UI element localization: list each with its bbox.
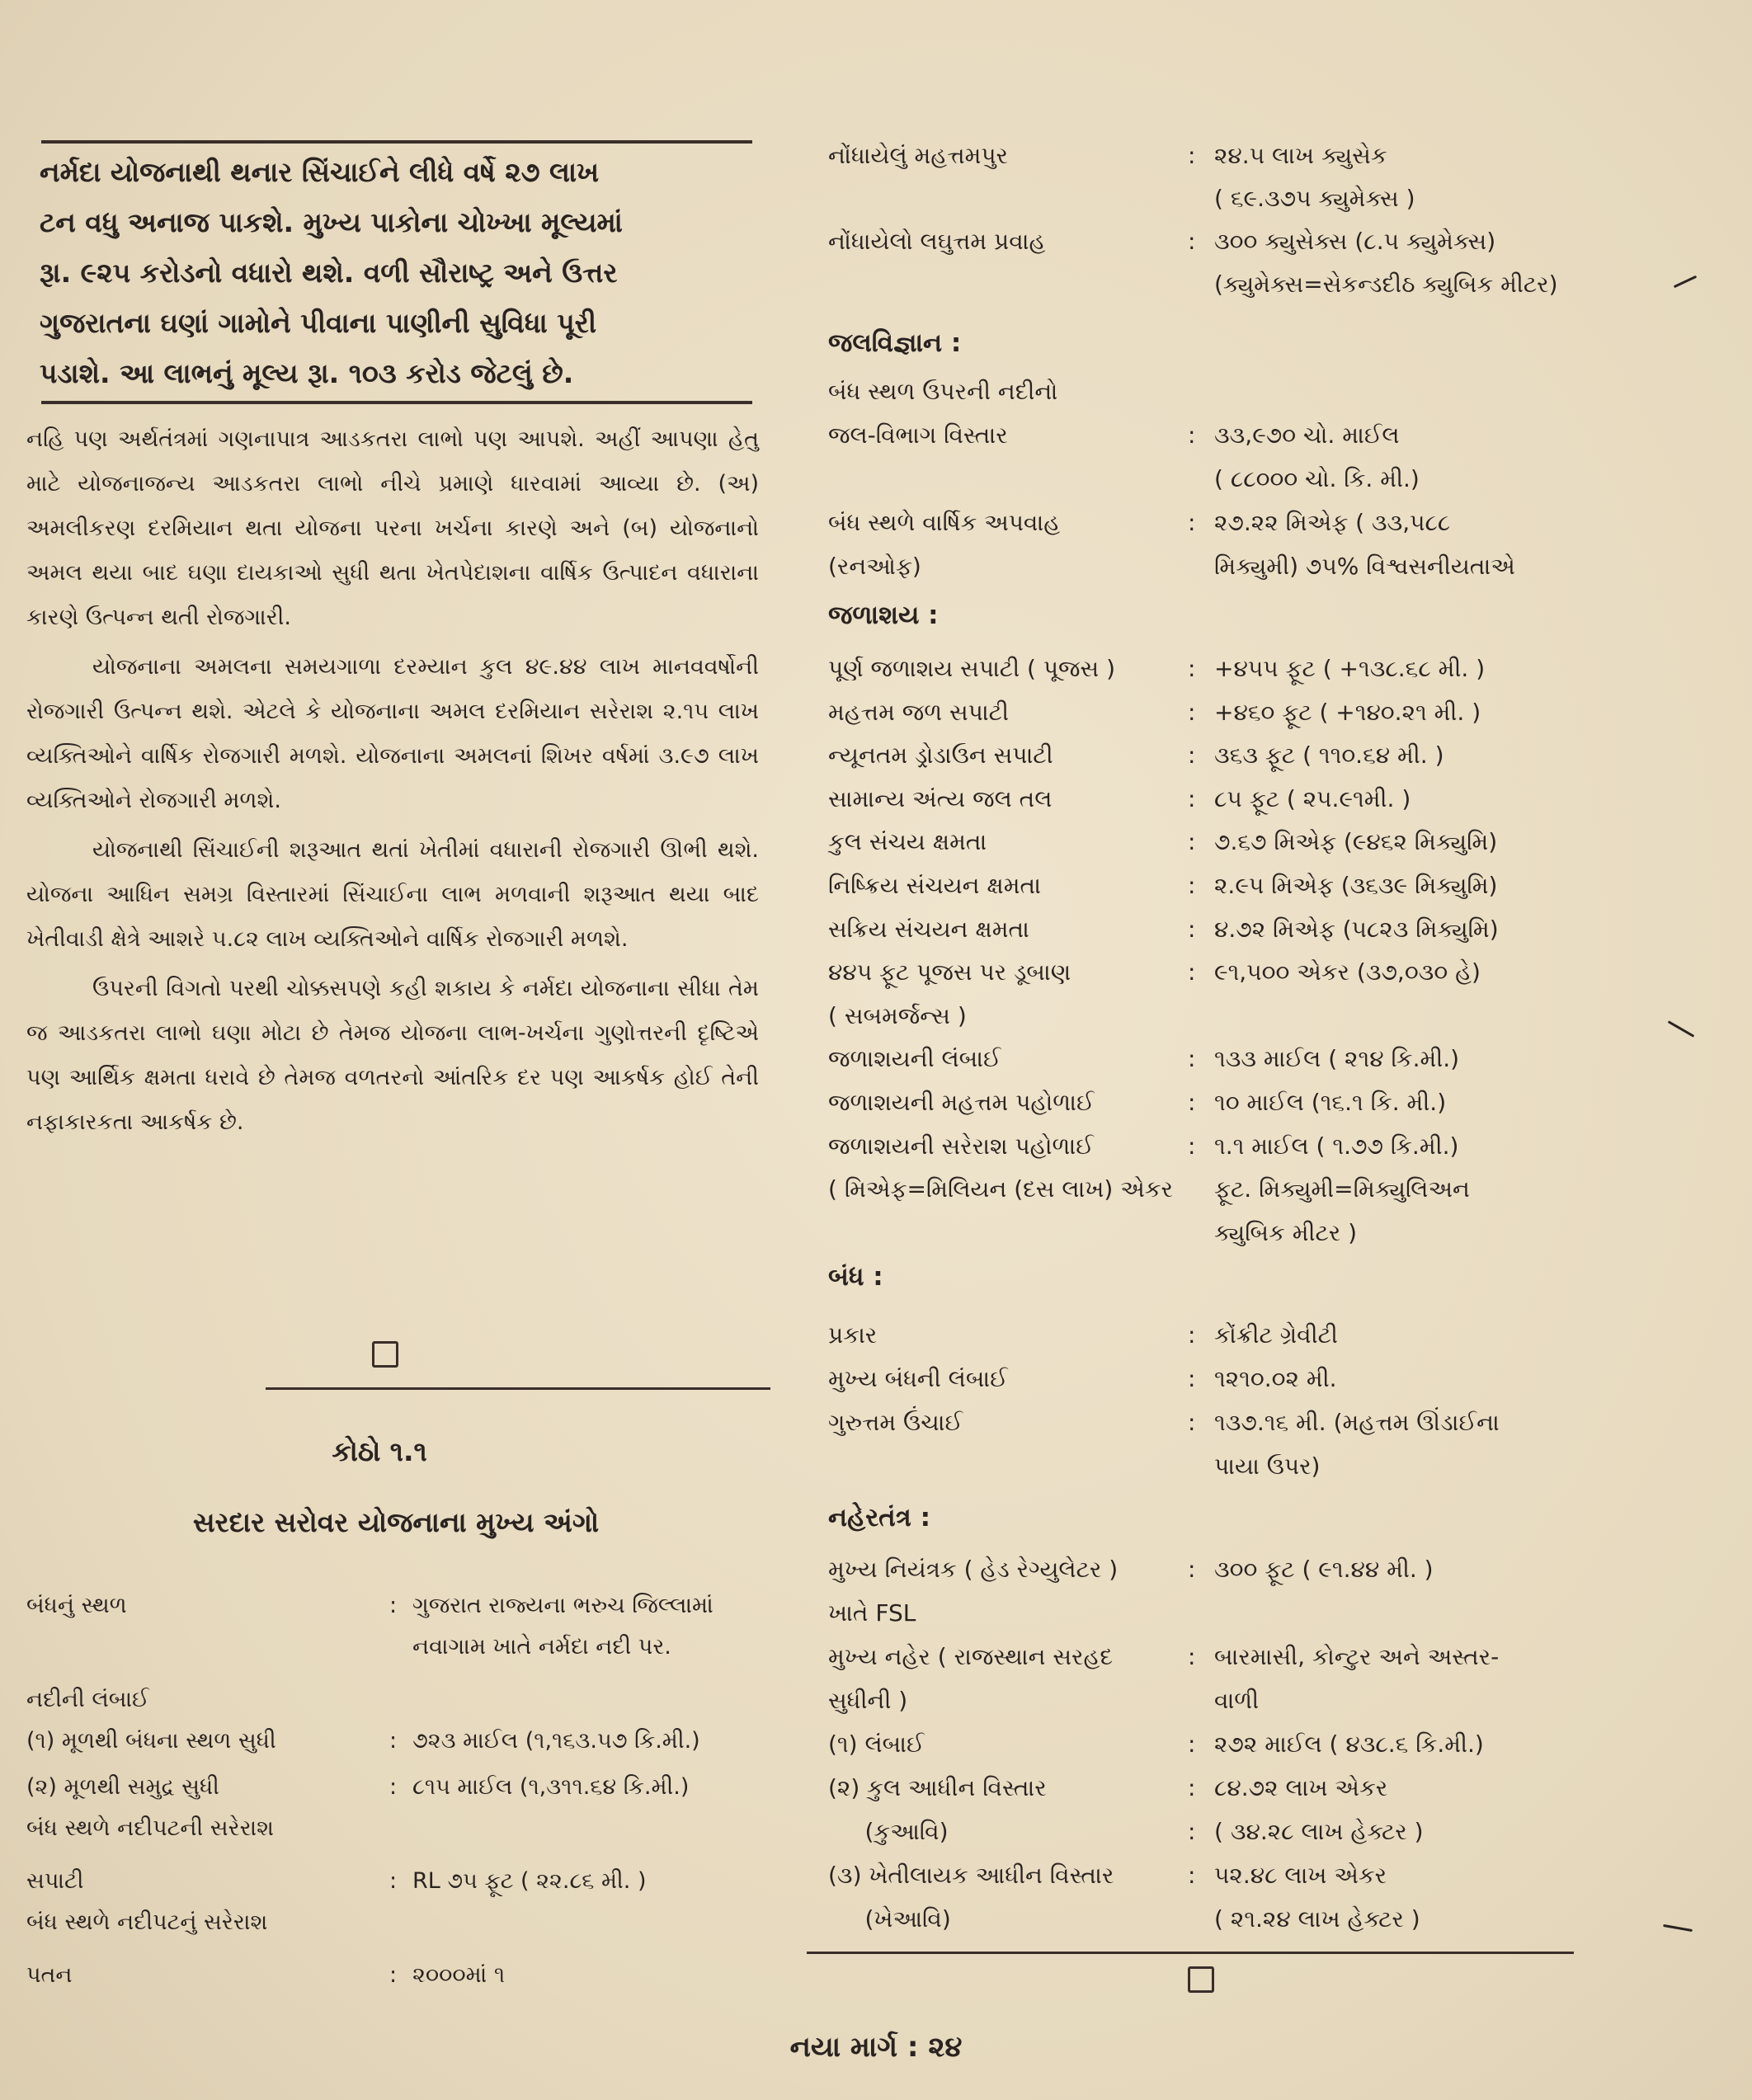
row-label: નોંધાયેલો લઘુત્તમ પ્રવાહ — [828, 228, 1046, 255]
table-row — [828, 1402, 1643, 1446]
row-value: ૩૦૦ ક્યુસેક્સ (૮.૫ ક્યુમેક્સ) — [1214, 228, 1496, 255]
table-row — [828, 1636, 1643, 1680]
table-bottom-rule — [807, 1952, 1574, 1954]
row-value: ૭.૬૭ મિએફ (૯૪૬૨ મિક્યુમિ) — [1214, 828, 1498, 856]
row-colon: : — [1188, 828, 1196, 856]
row-value: ૫૨.૪૮ લાખ એકર — [1214, 1862, 1387, 1889]
row-label: જળાશયની લંબાઈ — [828, 1045, 1001, 1073]
highlight-line: ટન વધુ અનાજ પાકશે. મુખ્ય પાકોના ચોખ્ખા મૂલ્યમાં — [40, 206, 623, 238]
row-colon: : — [389, 1868, 398, 1894]
row-value: ( ૩૪.૨૮ લાખ હેક્ટર ) — [1214, 1818, 1424, 1845]
row-label: ૪૪૫ ફૂટ પૂજસ પર ડૂબાણ — [828, 958, 1071, 986]
row-colon: : — [1188, 142, 1196, 169]
row-value: ૨૭૨ માઈલ ( ૪૩૮.૬ કિ.મી.) — [1214, 1730, 1484, 1758]
section-end-box-icon — [372, 1341, 398, 1368]
row-label: નદીની લંબાઈ — [26, 1687, 149, 1712]
row-colon: : — [1188, 1556, 1196, 1583]
row-label: બંધનું સ્થળ — [26, 1593, 127, 1618]
page-footer: નયા માર્ગ : ૨૪ — [789, 2031, 963, 2064]
table-row — [26, 1808, 841, 1849]
table-row — [828, 1315, 1643, 1358]
row-value: ૩૬૩ ફૂટ ( ૧૧૦.૬૪ મી. ) — [1214, 742, 1444, 770]
table-row — [828, 1446, 1643, 1490]
row-label: જલ-વિભાગ વિસ્તાર — [828, 421, 1008, 449]
table-row — [828, 415, 1643, 459]
row-label: બંધ સ્થળે નદીપટની સરેરાશ — [26, 1815, 274, 1841]
table-row — [828, 1212, 1643, 1256]
highlight-box — [40, 147, 757, 398]
row-colon: : — [389, 1593, 398, 1618]
section-heading: જલવિજ્ઞાન : — [828, 328, 962, 358]
row-label: નોંધાયેલું મહત્તમપુર — [828, 142, 1009, 169]
row-value: ( ૬૯.૩૭૫ ક્યુમેક્સ ) — [1214, 185, 1415, 212]
margin-mark — [1663, 1924, 1693, 1932]
row-value: (ક્યુમેક્સ=સેકન્ડદીઠ ક્યુબિક મીટર) — [1214, 271, 1558, 298]
section-heading: નહેરતંત્ર : — [828, 1503, 930, 1533]
row-value: ( ૮૮૦૦૦ ચો. કિ. મી.) — [1214, 465, 1420, 492]
table-row — [828, 1593, 1643, 1636]
row-value: ૮૫ ફૂટ ( ૨૫.૯૧મી. ) — [1214, 784, 1411, 812]
table-top-rule — [266, 1387, 770, 1390]
row-value: મિક્યુમી) ૭૫% વિશ્વસનીયતાએ — [1214, 553, 1515, 580]
row-value: ૩૦૦ ફૂટ ( ૯૧.૪૪ મી. ) — [1214, 1556, 1434, 1583]
table-row — [828, 952, 1643, 996]
row-value: ૩૩,૯૭૦ ચો. માઈલ — [1214, 421, 1400, 449]
row-label: (કુઆવિ) — [828, 1818, 949, 1845]
table-row — [828, 735, 1643, 779]
row-label: (૧) લંબાઈ — [828, 1730, 925, 1758]
section-heading: જળાશય : — [828, 600, 939, 630]
table-row — [828, 1899, 1643, 1942]
table-row — [828, 909, 1643, 953]
table-row — [828, 221, 1643, 264]
table-row — [828, 1768, 1643, 1811]
row-label: (૩) ખેતીલાયક આધીન વિસ્તાર — [828, 1862, 1114, 1889]
row-label: સપાટી — [26, 1868, 84, 1894]
row-value: ૭૨૩ માઈલ (૧,૧૬૩.૫૭ કિ.મી.) — [412, 1728, 700, 1754]
row-label: (૨) કુલ આધીન વિસ્તાર — [828, 1774, 1047, 1801]
row-value: કોંક્રીટ ગ્રેવીટી — [1214, 1321, 1338, 1349]
row-colon: : — [1188, 698, 1196, 726]
table-row — [828, 1038, 1643, 1082]
row-colon: : — [1188, 1643, 1196, 1670]
table-title: કોઠો ૧.૧ — [332, 1435, 427, 1467]
row-label: (રનઓફ) — [828, 553, 921, 580]
row-value: ગુજરાત રાજ્યના ભરુચ જિલ્લામાં — [412, 1593, 714, 1618]
row-label: મુખ્ય નહેર ( રાજસ્થાન સરહદ — [828, 1643, 1114, 1670]
row-colon: : — [1188, 1321, 1196, 1349]
table-end-box-icon — [1188, 1966, 1214, 1993]
margin-mark — [1668, 1020, 1695, 1038]
body-text — [26, 417, 759, 1150]
table-row — [828, 1169, 1643, 1212]
table-row — [828, 1126, 1643, 1170]
row-label: ( સબમર્જન્સ ) — [828, 1001, 967, 1029]
row-value: વાળી — [1214, 1687, 1260, 1714]
row-label: પતન — [26, 1962, 73, 1988]
row-value: ૨૦૦૦માં ૧ — [412, 1962, 506, 1988]
table-row — [828, 178, 1643, 221]
row-colon: : — [389, 1728, 398, 1754]
highlight-line: પડાશે. આ લાભનું મૂલ્ય રૂા. ૧૦૩ કરોડ જેટલું છે. — [40, 357, 574, 389]
row-label: મુખ્ય બંધની લંબાઈ — [828, 1365, 1008, 1392]
row-colon: : — [1188, 1730, 1196, 1758]
table-row — [828, 459, 1643, 502]
row-colon: : — [1188, 958, 1196, 986]
table-row — [828, 502, 1643, 546]
table-row — [828, 1549, 1643, 1593]
table-row — [828, 996, 1643, 1039]
table-row — [828, 371, 1643, 415]
table-row — [828, 546, 1643, 590]
section-heading: બંધ : — [828, 1262, 883, 1292]
row-value: +૪૫૫ ફૂટ ( +૧૩૮.૬૮ મી. ) — [1214, 655, 1486, 682]
table-row — [828, 822, 1643, 865]
table-row — [828, 1724, 1643, 1768]
highlight-top-rule — [41, 140, 752, 144]
row-colon: : — [1188, 784, 1196, 812]
row-label: (ખેઆવિ) — [828, 1905, 951, 1933]
row-label: જળાશયની મહત્તમ પહોળાઈ — [828, 1089, 1095, 1116]
row-colon: : — [1188, 421, 1196, 449]
row-label: સક્રિય સંચયન ક્ષમતા — [828, 915, 1029, 943]
row-label: પ્રકાર — [828, 1321, 878, 1349]
row-label: સામાન્ય અંત્ય જલ તલ — [828, 784, 1053, 812]
row-label: બંધ સ્થળ ઉપરની નદીનો — [828, 378, 1058, 405]
table-row — [828, 1358, 1643, 1402]
row-value: પાયા ઉપર) — [1214, 1453, 1321, 1480]
table-row — [26, 1721, 841, 1762]
table-row — [26, 1767, 841, 1808]
table-row — [828, 1811, 1643, 1855]
row-colon: : — [1188, 1862, 1196, 1889]
row-value: ૧૩૭.૧૬ મી. (મહત્તમ ઊંડાઈના — [1214, 1409, 1500, 1436]
margin-mark — [1674, 275, 1697, 288]
table-row — [828, 1855, 1643, 1899]
highlight-line: નર્મદા યોજનાથી થનાર સિંચાઈને લીધે વર્ષે ૨૭ લાખ — [40, 156, 600, 188]
highlight-bottom-rule — [41, 401, 752, 404]
row-label: ન્યૂનતમ ડ્રોડાઉન સપાટી — [828, 742, 1053, 770]
row-colon: : — [1188, 1818, 1196, 1845]
table-subtitle: સરદાર સરોવર યોજનાના મુખ્ય અંગો — [192, 1506, 600, 1538]
row-colon: : — [1188, 872, 1196, 899]
row-colon: : — [389, 1962, 398, 1988]
row-colon: : — [1188, 742, 1196, 770]
row-value: RL ૭૫ ફૂટ ( ૨૨.૮૬ મી. ) — [412, 1868, 647, 1894]
table-row — [26, 1955, 841, 1996]
row-value: ક્યુબિક મીટર ) — [1214, 1218, 1358, 1246]
table-row — [828, 135, 1643, 178]
row-label: જળાશયની સરેરાશ પહોળાઈ — [828, 1132, 1094, 1160]
row-value: બારમાસી, કોન્ટુર અને અસ્તર- — [1214, 1643, 1500, 1670]
row-colon: : — [1188, 1365, 1196, 1392]
table-row — [828, 1680, 1643, 1724]
row-value: ૨૪.૫ લાખ ક્યુસેક — [1214, 142, 1387, 169]
table-row — [828, 1082, 1643, 1126]
row-value: +૪૬૦ ફૂટ ( +૧૪૦.૨૧ મી. ) — [1214, 698, 1481, 726]
row-label: ખાતે FSL — [828, 1599, 916, 1627]
row-label: બંધ સ્થળે વાર્ષિક અપવાહ — [828, 509, 1061, 536]
row-value: ૯૧,૫૦૦ એકર (૩૭,૦૩૦ હે) — [1214, 958, 1481, 986]
row-label: (૨) મૂળથી સમુદ્ર સુધી — [26, 1774, 219, 1800]
row-value: ૧.૧ માઈલ ( ૧.૭૭ કિ.મી.) — [1214, 1132, 1459, 1160]
highlight-line: રૂા. ૯૨૫ કરોડનો વધારો થશે. વળી સૌરાષ્ટ્ર અને ઉત્તર — [40, 257, 618, 289]
body-paragraph: ઉપરની વિગતો પરથી ચોક્કસપણે કહી શકાય કે નર્મદા યોજનાના સીધા તેમ જ આડકતરા લાભો ઘણા મોટા છે તેમજ યોજના લાભ-ખર્ચના ગુણોત્તરની દૃષ્ટિએ પણ આર્થિક ક્ષમતા ધરાવે છે તેમજ વળતરનો આંતરિક દર પણ આકર્ષક હોઈ તેની નફાકારકતા આકર્ષક છે. — [26, 976, 759, 1135]
row-colon: : — [1188, 915, 1196, 943]
row-label: ( મિએફ=મિલિયન (દસ લાખ) એકર — [828, 1175, 1174, 1203]
row-colon: : — [1188, 1774, 1196, 1801]
row-colon: : — [1188, 1409, 1196, 1436]
row-colon: : — [1188, 1045, 1196, 1073]
row-value: ફૂટ. મિક્યુમી=મિક્યુલિઅન — [1214, 1175, 1470, 1203]
table-row — [26, 1902, 841, 1943]
row-colon: : — [1188, 1132, 1196, 1160]
body-paragraph: યોજનાના અમલના સમયગાળા દરમ્યાન કુલ ૪૯.૪૪ લાખ માનવવર્ષોની રોજગારી ઉત્પન્ન થશે. એટલે કે યોજનાના અમલ દરમિયાન સરેરાશ ૨.૧૫ લાખ વ્યક્તિઓને વાર્ષિક રોજગારી મળશે. યોજનાના અમલનાં શિખર વર્ષમાં ૩.૯૭ લાખ વ્યક્તિઓને રોજગારી મળશે. — [26, 654, 759, 813]
row-value: ( ૨૧.૨૪ લાખ હેક્ટર ) — [1214, 1905, 1420, 1933]
row-colon: : — [1188, 655, 1196, 682]
row-value: નવાગામ ખાતે નર્મદા નદી પર. — [412, 1634, 671, 1660]
row-label: કુલ સંચય ક્ષમતા — [828, 828, 987, 856]
row-colon: : — [1188, 1089, 1196, 1116]
row-label: પૂર્ણ જળાશય સપાટી ( પૂજસ ) — [828, 655, 1116, 682]
row-value: ૪.૭૨ મિએફ (૫૮૨૩ મિક્યુમિ) — [1214, 915, 1499, 943]
row-colon: : — [1188, 509, 1196, 536]
row-label: નિષ્ક્રિય સંચયન ક્ષમતા — [828, 872, 1041, 899]
row-label: બંધ સ્થળે નદીપટનું સરેરાશ — [26, 1909, 268, 1935]
row-value: ૮૪.૭૨ લાખ એકર — [1214, 1774, 1388, 1801]
row-colon: : — [389, 1774, 398, 1800]
row-colon: : — [1188, 228, 1196, 255]
table-row — [26, 1627, 841, 1668]
table-row — [828, 692, 1643, 736]
row-value: ૧૦ માઈલ (૧૬.૧ કિ. મી.) — [1214, 1089, 1447, 1116]
row-label: મહત્તમ જળ સપાટી — [828, 698, 1009, 726]
row-label: મુખ્ય નિયંત્રક ( હેડ રેગ્યુલેટર ) — [828, 1556, 1119, 1583]
row-value: ૧૨૧૦.૦૨ મી. — [1214, 1365, 1337, 1392]
row-label: (૧) મૂળથી બંધના સ્થળ સુધી — [26, 1728, 276, 1754]
row-label: સુધીની ) — [828, 1687, 908, 1714]
row-value: ૨૭.૨૨ મિએફ ( ૩૩,૫૮૮ — [1214, 509, 1451, 536]
highlight-line: ગુજરાતના ઘણાં ગામોને પીવાના પાણીની સુવિધા પૂરી — [40, 307, 597, 339]
body-paragraph: નહિ પણ અર્થતંત્રમાં ગણનાપાત્ર આડકતરા લાભો પણ આપશે. અહીં આપણા હેતુ માટે યોજનાજન્ય આડકતરા લાભો નીચે પ્રમાણે ધારવામાં આવ્યા છે. (અ) અમલીકરણ દરમિયાન થતા યોજના પરના ખર્ચના કારણે અને (બ) યોજનાનો અમલ થયા બાદ ઘણા દાયકાઓ સુધી થતા ખેતપેદાશના વાર્ષિક ઉત્પાદન વધારાના કારણે ઉત્પન્ન થતી રોજગારી. — [26, 426, 759, 630]
row-value: ૧૩૩ માઈલ ( ૨૧૪ કિ.મી.) — [1214, 1045, 1460, 1073]
table-row — [828, 865, 1643, 909]
row-value: ૮૧૫ માઈલ (૧,૩૧૧.૬૪ કિ.મી.) — [412, 1774, 690, 1800]
table-row — [26, 1585, 841, 1627]
body-paragraph: યોજનાથી સિંચાઈની શરૂઆત થતાં ખેતીમાં વધારાની રોજગારી ઊભી થશે. યોજના આધિન સમગ્ર વિસ્તારમાં સિંચાઈના લાભ મળવાની શરૂઆત થયા બાદ ખેતીવાડી ક્ષેત્રે આશરે ૫.૮૨ લાખ વ્યક્તિઓને વાર્ષિક રોજગારી મળશે. — [26, 837, 759, 952]
row-value: ૨.૯૫ મિએફ (૩૬૩૯ મિક્યુમિ) — [1214, 872, 1498, 899]
table-row — [26, 1679, 841, 1721]
table-row — [828, 264, 1643, 307]
table-row — [828, 648, 1643, 692]
table-row — [26, 1861, 841, 1902]
row-label: ગુરુત્તમ ઉંચાઈ — [828, 1409, 963, 1436]
table-row — [828, 779, 1643, 822]
